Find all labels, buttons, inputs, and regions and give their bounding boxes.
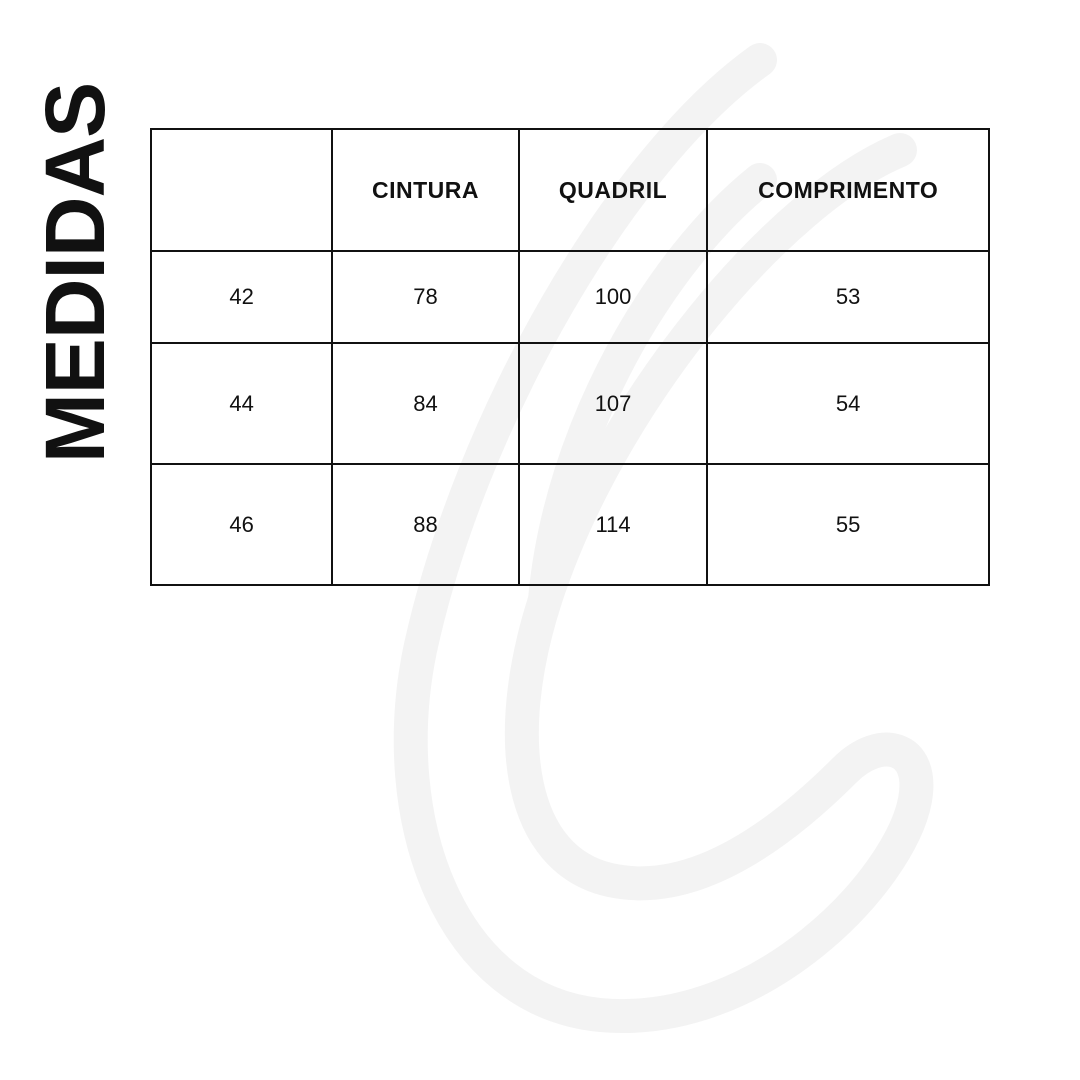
- cell-comprimento: 53: [707, 251, 989, 343]
- column-header-comprimento: COMPRIMENTO: [707, 129, 989, 251]
- page-title-text: MEDIDAS: [28, 82, 123, 463]
- cell-comprimento: 55: [707, 464, 989, 585]
- table-row: [151, 251, 989, 343]
- cell-quadril: 107: [519, 343, 708, 464]
- column-header-cintura: CINTURA: [332, 129, 519, 251]
- table-row: [151, 343, 989, 464]
- column-header-quadril: QUADRIL: [519, 129, 708, 251]
- cell-cintura: 88: [332, 464, 519, 585]
- table-header: [151, 129, 989, 251]
- cell-size: 42: [151, 251, 332, 343]
- cell-quadril: 114: [519, 464, 708, 585]
- table-header-row: [151, 129, 989, 251]
- table-body: [151, 251, 989, 585]
- cell-quadril: 100: [519, 251, 708, 343]
- page-title: [0, 0, 150, 545]
- column-header-size: [151, 129, 332, 251]
- table-row: [151, 464, 989, 585]
- cell-comprimento: 54: [707, 343, 989, 464]
- cell-size: 46: [151, 464, 332, 585]
- measurements-table: [150, 128, 990, 586]
- cell-cintura: 78: [332, 251, 519, 343]
- cell-cintura: 84: [332, 343, 519, 464]
- cell-size: 44: [151, 343, 332, 464]
